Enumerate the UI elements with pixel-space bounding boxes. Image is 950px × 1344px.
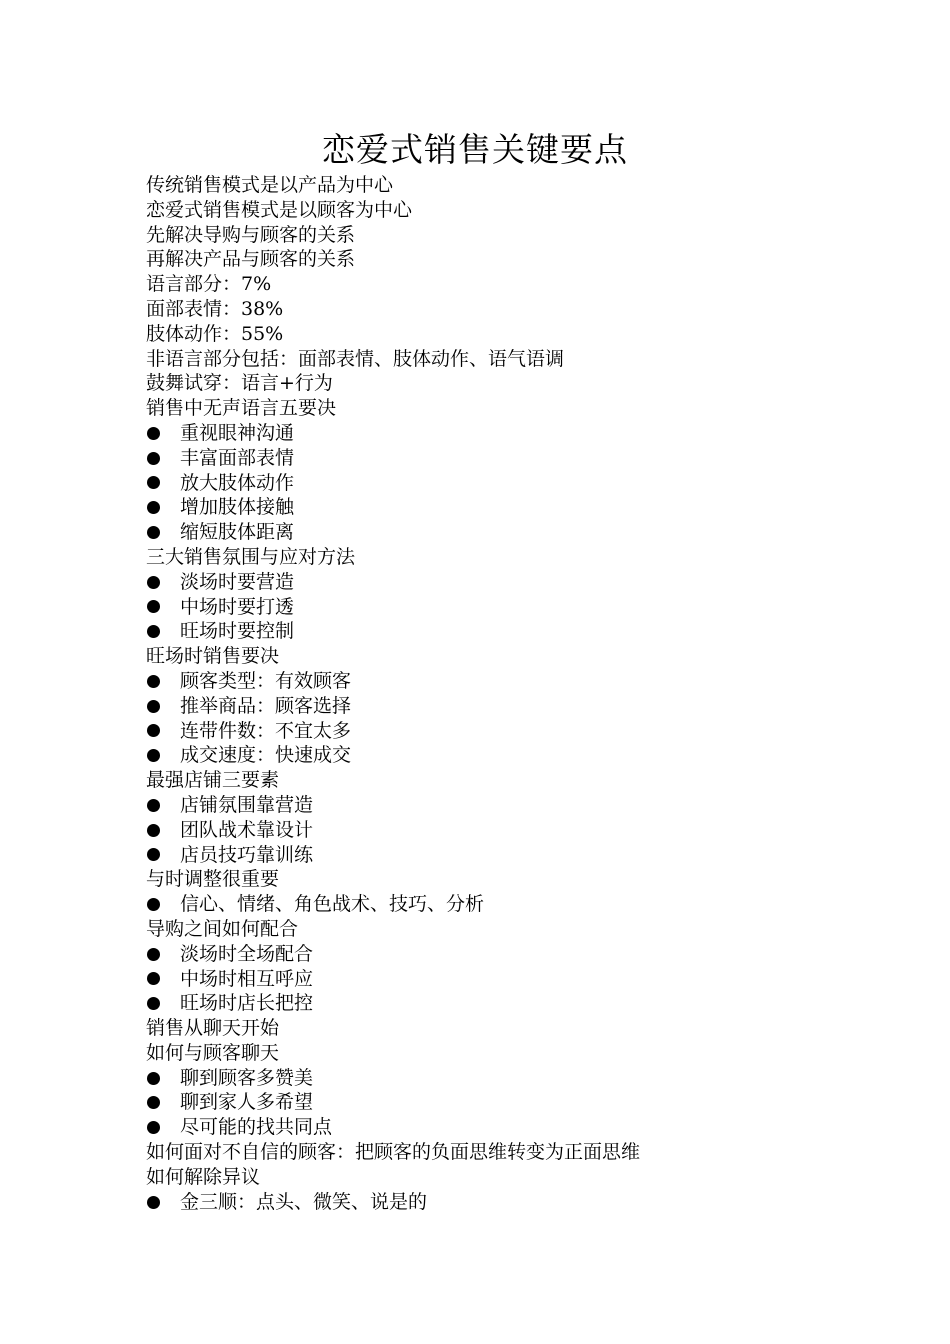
bullet-text: 淡场时全场配合	[180, 942, 314, 965]
bullet-text: 聊到家人多希望	[180, 1091, 314, 1114]
bullet-dot-icon	[147, 824, 160, 837]
document-body	[146, 173, 906, 1214]
text-line: 肢体动作：55%	[146, 322, 284, 345]
bullet-dot-icon	[147, 724, 160, 737]
text-line: 最强店铺三要素	[146, 769, 280, 792]
bullet-list-item	[146, 719, 906, 744]
bullet-text: 店铺氛围靠营造	[180, 793, 314, 816]
bullet-text: 推举商品：顾客选择	[180, 694, 352, 717]
bullet-dot-icon	[147, 1096, 160, 1109]
bullet-text: 旺场时要控制	[180, 620, 295, 643]
bullet-list-item	[146, 818, 906, 843]
bullet-dot-icon	[147, 972, 160, 985]
text-line: 如何面对不自信的顾客：把顾客的负面思维转变为正面思维	[146, 1141, 641, 1164]
bullet-text: 丰富面部表情	[180, 446, 295, 469]
bullet-list-item	[146, 1090, 906, 1115]
bullet-dot-icon	[147, 898, 160, 911]
bullet-dot-icon	[147, 576, 160, 589]
bullet-list-item	[146, 471, 906, 496]
bullet-dot-icon	[147, 452, 160, 465]
bullet-dot-icon	[147, 476, 160, 489]
text-line: 导购之间如何配合	[146, 917, 299, 940]
bullet-list-item	[146, 967, 906, 992]
bullet-dot-icon	[147, 526, 160, 539]
text-line: 销售从聊天开始	[146, 1017, 280, 1040]
bullet-text: 淡场时要营造	[180, 570, 295, 593]
bullet-text: 增加肢体接触	[180, 496, 295, 519]
text-line: 如何与顾客聊天	[146, 1041, 280, 1064]
bullet-text: 顾客类型：有效顾客	[180, 669, 352, 692]
text-line: 语言部分：7%	[146, 273, 272, 296]
text-line: 如何解除异议	[146, 1165, 261, 1188]
bullet-text: 成交速度：快速成交	[180, 744, 352, 767]
bullet-dot-icon	[147, 948, 160, 961]
bullet-text: 金三顺：点头、微笑、说是的	[180, 1190, 428, 1213]
bullet-dot-icon	[147, 749, 160, 762]
bullet-list-item	[146, 892, 906, 917]
text-line: 传统销售模式是以产品为中心	[146, 174, 394, 196]
bullet-text: 尽可能的找共同点	[180, 1116, 333, 1139]
bullet-text: 信心、情绪、角色战术、技巧、分析	[180, 893, 485, 916]
bullet-dot-icon	[147, 1196, 160, 1209]
text-line: 与时调整很重要	[146, 868, 280, 891]
text-line: 再解决产品与顾客的关系	[146, 248, 356, 271]
bullet-list-item	[146, 595, 906, 620]
text-line: 面部表情：38%	[146, 297, 284, 320]
text-line: 恋爱式销售模式是以顾客为中心	[146, 198, 413, 221]
bullet-dot-icon	[147, 848, 160, 861]
text-line: 鼓舞试穿：语言+行为	[146, 372, 333, 395]
bullet-text: 中场时相互呼应	[180, 967, 314, 990]
bullet-list-item	[146, 570, 906, 595]
bullet-text: 聊到顾客多赞美	[180, 1066, 314, 1089]
bullet-dot-icon	[147, 427, 160, 440]
bullet-list-item	[146, 520, 906, 545]
bullet-list-item	[146, 1066, 906, 1091]
bullet-text: 店员技巧靠训练	[180, 843, 314, 866]
bullet-list-item	[146, 942, 906, 967]
bullet-text: 团队战术靠设计	[180, 818, 314, 841]
bullet-dot-icon	[147, 997, 160, 1010]
bullet-list-item	[146, 1115, 906, 1140]
bullet-list-item	[146, 1190, 906, 1215]
bullet-list-item	[146, 991, 906, 1016]
bullet-list-item	[146, 694, 906, 719]
bullet-list-item	[146, 421, 906, 446]
bullet-text: 缩短肢体距离	[180, 521, 295, 544]
bullet-text: 中场时要打透	[180, 595, 295, 618]
text-line: 先解决导购与顾客的关系	[146, 223, 356, 246]
bullet-dot-icon	[147, 1121, 160, 1134]
bullet-dot-icon	[147, 1072, 160, 1085]
bullet-list-item	[146, 743, 906, 768]
bullet-list-item	[146, 495, 906, 520]
text-line: 三大销售氛围与应对方法	[146, 545, 356, 568]
bullet-list-item	[146, 446, 906, 471]
bullet-list-item	[146, 793, 906, 818]
bullet-text: 重视眼神沟通	[180, 421, 295, 444]
bullet-dot-icon	[147, 675, 160, 688]
bullet-dot-icon	[147, 600, 160, 613]
bullet-dot-icon	[147, 799, 160, 812]
bullet-dot-icon	[147, 501, 160, 514]
document-title: 恋爱式销售关键要点	[322, 130, 628, 169]
bullet-list-item	[146, 619, 906, 644]
bullet-text: 放大肢体动作	[180, 471, 295, 494]
text-line: 非语言部分包括：面部表情、肢体动作、语气语调	[146, 347, 565, 370]
text-line: 旺场时销售要决	[146, 645, 280, 668]
bullet-dot-icon	[147, 700, 160, 713]
bullet-text: 连带件数：不宜太多	[180, 719, 352, 742]
bullet-dot-icon	[147, 625, 160, 638]
bullet-text: 旺场时店长把控	[180, 992, 314, 1015]
bullet-list-item	[146, 669, 906, 694]
bullet-list-item	[146, 843, 906, 868]
text-line: 销售中无声语言五要决	[146, 397, 337, 420]
